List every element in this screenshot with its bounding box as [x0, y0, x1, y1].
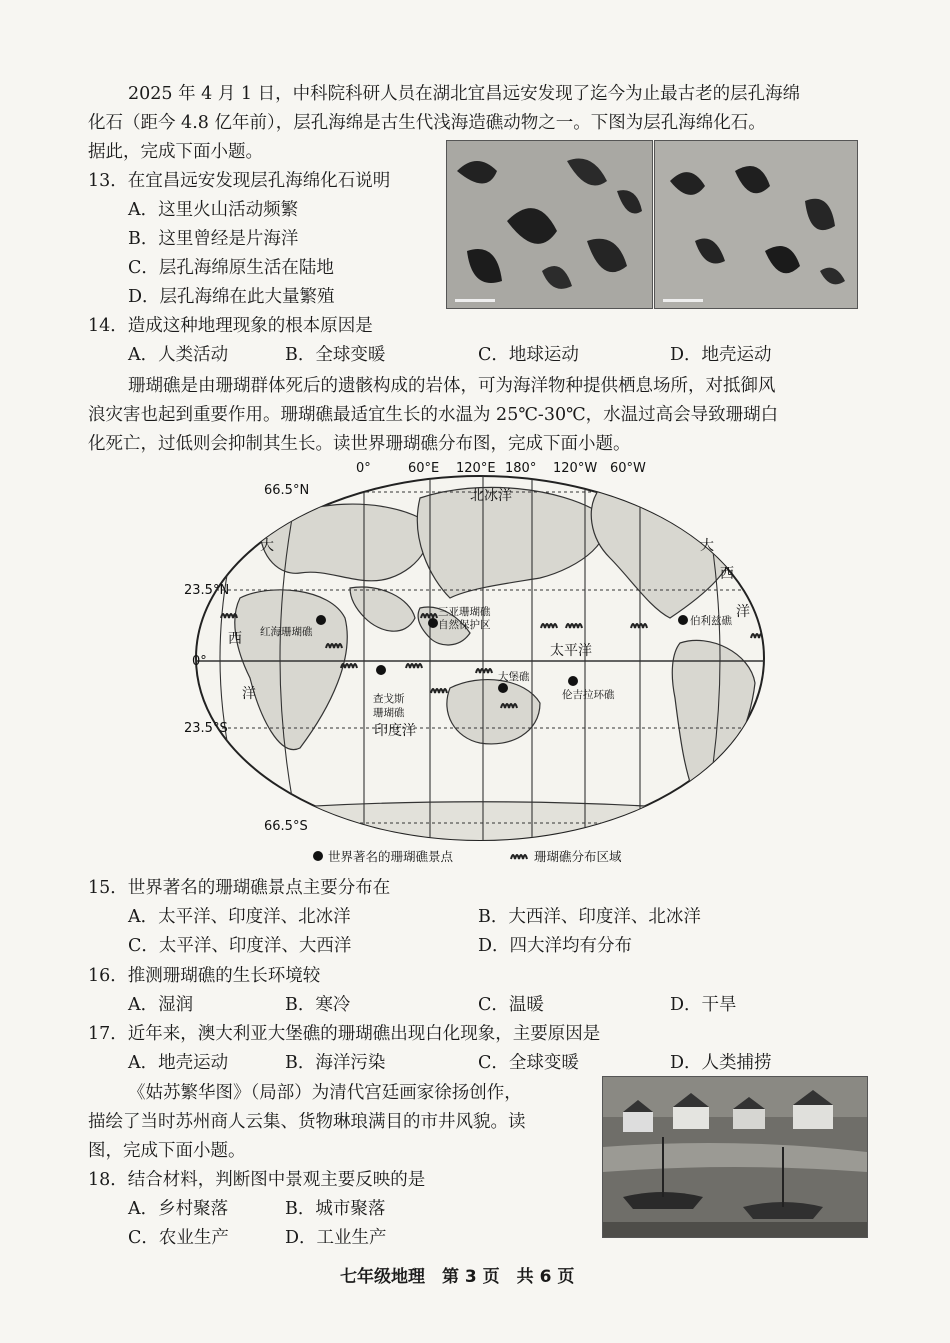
ocean-label-atlantic-w3: 洋	[242, 686, 256, 702]
q17-stem: 17．近年来，澳大利亚大堡礁的珊瑚礁出现白化现象，主要原因是	[88, 1024, 601, 1044]
lat-label-66s: 66.5°S	[264, 819, 308, 834]
q18-option-c[interactable]: C．农业生产	[128, 1228, 229, 1248]
lon-label-180: 180°	[505, 461, 537, 476]
lat-label-23s: 23.5°S	[184, 721, 228, 736]
q18-option-b[interactable]: B．城市聚落	[285, 1199, 386, 1219]
site-label-rangiroa: 伦吉拉环礁	[562, 689, 615, 701]
ocean-label-atlantic-e1: 大	[700, 538, 714, 554]
ocean-label-pacific: 太平洋	[550, 643, 592, 659]
coral-reef-world-map	[180, 458, 780, 870]
sponge-fossil-photo-right	[654, 140, 858, 309]
site-label-chagos-1: 查戈斯	[373, 693, 405, 705]
intro2-line3: 化死亡，过低则会抑制其生长。读世界珊瑚礁分布图，完成下面小题。	[88, 434, 631, 454]
q14-option-c[interactable]: C．地球运动	[478, 345, 579, 365]
page-footer: 七年级地理 第 3 页 共 6 页	[340, 1267, 575, 1287]
ocean-label-arctic: 北冰洋	[470, 488, 512, 504]
site-label-gbr: 大堡礁	[498, 671, 530, 683]
great-barrier-reef-dot	[498, 683, 508, 693]
q15-option-b[interactable]: B．大西洋、印度洋、北冰洋	[478, 907, 701, 927]
q16-option-c[interactable]: C．温暖	[478, 995, 544, 1015]
chagos-reef-dot	[376, 665, 386, 675]
q17-option-c[interactable]: C．全球变暖	[478, 1053, 579, 1073]
belize-reef-dot	[678, 615, 688, 625]
intro2-line2: 浪灾害也起到重要作用。珊瑚礁最适宜生长的水温为 25℃-30℃，水温过高会导致珊瑚白	[88, 405, 779, 425]
lat-label-0: 0°	[192, 654, 207, 669]
rangiroa-atoll-dot	[568, 676, 578, 686]
q16-stem: 16．推测珊瑚礁的生长环境较	[88, 966, 321, 986]
legend-spots-label: 世界著名的珊瑚礁景点	[328, 849, 454, 864]
q17-option-d[interactable]: D．人类捕捞	[670, 1053, 772, 1073]
intro1-line1: 2025 年 4 月 1 日，中科院科研人员在湖北宜昌远安发现了迄今为止最古老的层孔海绵	[128, 84, 801, 104]
ocean-label-atlantic-e2: 西	[720, 566, 734, 582]
q18-option-a[interactable]: A．乡村聚落	[128, 1199, 229, 1219]
site-label-sanya-2: 自然保护区	[438, 619, 491, 631]
q17-option-b[interactable]: B．海洋污染	[285, 1053, 386, 1073]
lon-label-120w: 120°W	[553, 461, 598, 476]
ocean-label-atlantic-w1: 大	[260, 538, 274, 554]
ocean-label-atlantic-w2: 西	[228, 631, 242, 647]
intro2-line1: 珊瑚礁是由珊瑚群体死后的遗骸构成的岩体，可为海洋物种提供栖息场所，对抵御风	[128, 376, 776, 396]
ocean-label-indian: 印度洋	[374, 723, 416, 739]
site-label-belize: 伯利兹礁	[690, 615, 732, 627]
ocean-label-atlantic-e3: 洋	[736, 604, 750, 620]
q13-option-c[interactable]: C．层孔海绵原生活在陆地	[128, 258, 334, 278]
q16-option-a[interactable]: A．湿润	[128, 995, 194, 1015]
q17-option-a[interactable]: A．地壳运动	[128, 1053, 229, 1073]
q14-option-b[interactable]: B．全球变暖	[285, 345, 386, 365]
lon-label-60e: 60°E	[408, 461, 440, 476]
q18-stem: 18．结合材料，判断图中景观主要反映的是	[88, 1170, 426, 1190]
lon-label-120e: 120°E	[456, 461, 496, 476]
legend-areas-label: 珊瑚礁分布区域	[534, 849, 622, 864]
q13-option-d[interactable]: D．层孔海绵在此大量繁殖	[128, 287, 335, 307]
legend-reef-symbol	[511, 855, 527, 859]
lon-label-60w: 60°W	[610, 461, 646, 476]
q15-option-c[interactable]: C．太平洋、印度洋、大西洋	[128, 936, 352, 956]
intro1-line3: 据此，完成下面小题。	[88, 142, 263, 162]
q16-option-d[interactable]: D．干旱	[670, 995, 737, 1015]
q14-stem: 14．造成这种地理现象的根本原因是	[88, 316, 373, 336]
lon-label-0: 0°	[356, 461, 371, 476]
sanya-reef-dot	[428, 618, 438, 628]
q14-option-d[interactable]: D．地壳运动	[670, 345, 772, 365]
intro3-line1: 《姑苏繁华图》（局部）为清代宫廷画家徐扬创作，	[128, 1083, 522, 1103]
legend-spot-dot	[313, 851, 323, 861]
sponge-fossil-photo-left	[446, 140, 653, 309]
q15-option-d[interactable]: D．四大洋均有分布	[478, 936, 633, 956]
q15-stem: 15．世界著名的珊瑚礁景点主要分布在	[88, 878, 391, 898]
site-label-sanya-1: 三亚珊瑚礁	[438, 606, 491, 618]
red-sea-reef-dot	[316, 615, 326, 625]
q14-option-a[interactable]: A．人类活动	[128, 345, 229, 365]
q16-option-b[interactable]: B．寒冷	[285, 995, 351, 1015]
site-label-red-sea: 红海珊瑚礁	[260, 626, 313, 638]
lat-label-66n: 66.5°N	[264, 483, 310, 498]
q13-option-a[interactable]: A．这里火山活动频繁	[128, 200, 299, 220]
intro3-line2: 描绘了当时苏州商人云集、货物琳琅满目的市井风貌。读	[88, 1112, 526, 1132]
lat-label-23n: 23.5°N	[184, 583, 230, 598]
map-legend	[313, 849, 622, 864]
intro3-line3: 图，完成下面小题。	[88, 1141, 246, 1161]
q18-option-d[interactable]: D．工业生产	[285, 1228, 387, 1248]
gusu-painting-image	[602, 1076, 868, 1238]
q15-option-a[interactable]: A．太平洋、印度洋、北冰洋	[128, 907, 351, 927]
intro1-line2: 化石（距今 4.8 亿年前），层孔海绵是古生代浅海造礁动物之一。下图为层孔海绵化石。	[88, 113, 766, 133]
site-label-chagos-2: 珊瑚礁	[373, 707, 405, 719]
q13-option-b[interactable]: B．这里曾经是片海洋	[128, 229, 299, 249]
q13-stem: 13．在宜昌远安发现层孔海绵化石说明	[88, 171, 391, 191]
